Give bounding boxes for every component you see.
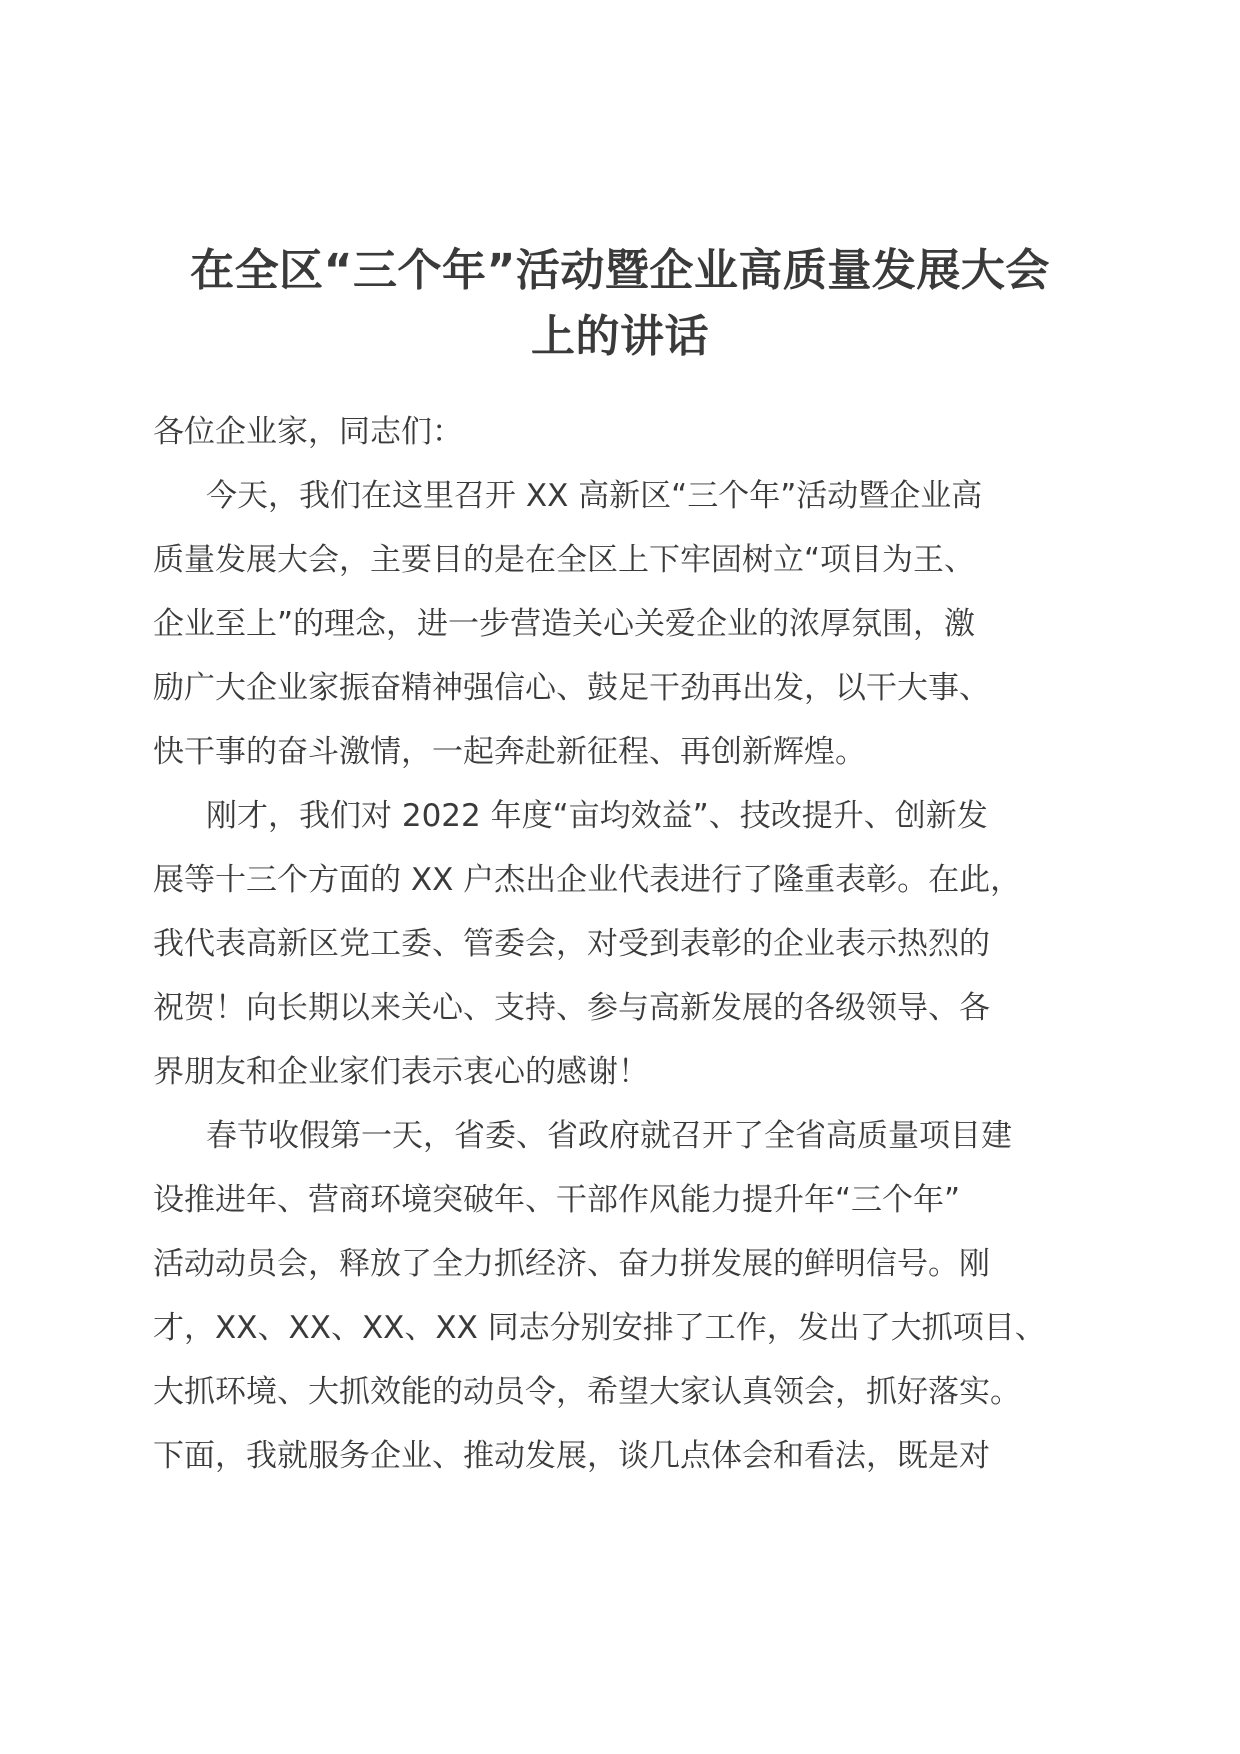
paragraph-2-line-4: 祝贺！向长期以来关心、支持、参与高新发展的各级领导、各 bbox=[153, 990, 990, 1026]
document-title bbox=[150, 238, 1090, 370]
paragraph-3-line-5: 大抓环境、大抓效能的动员令，希望大家认真领会，抓好落实。 bbox=[153, 1374, 1021, 1410]
paragraph-2-line-1: 刚才，我们对 2022 年度“亩均效益”、技改提升、创新发 bbox=[206, 798, 988, 834]
paragraph-3-line-2: 设推进年、营商环境突破年、干部作风能力提升年“三个年” bbox=[153, 1182, 961, 1218]
paragraph-3-line-6: 下面，我就服务企业、推动发展，谈几点体会和看法，既是对 bbox=[153, 1438, 990, 1474]
paragraph-2-line-3: 我代表高新区党工委、管委会，对受到表彰的企业表示热烈的 bbox=[153, 926, 990, 962]
paragraph-1-line-3: 企业至上”的理念，进一步营造关心关爱企业的浓厚氛围，激 bbox=[153, 606, 976, 642]
salutation: 各位企业家，同志们： bbox=[153, 414, 463, 450]
paragraph-1-line-2: 质量发展大会，主要目的是在全区上下牢固树立“项目为王、 bbox=[153, 542, 976, 578]
paragraph-1-line-1: 今天，我们在这里召开 XX 高新区“三个年”活动暨企业高 bbox=[206, 478, 983, 514]
title-line-1: 在全区“三个年”活动暨企业高质量发展大会 bbox=[190, 245, 1050, 296]
paragraph-2-line-5: 界朋友和企业家们表示衷心的感谢！ bbox=[153, 1054, 649, 1090]
paragraph-3-line-4: 才，XX、XX、XX、XX 同志分别安排了工作，发出了大抓项目、 bbox=[153, 1310, 1046, 1346]
paragraph-3-line-3: 活动动员会，释放了全力抓经济、奋力拼发展的鲜明信号。刚 bbox=[153, 1246, 990, 1282]
paragraph-1-line-4: 励广大企业家振奋精神强信心、鼓足干劲再出发，以干大事、 bbox=[153, 670, 990, 706]
paragraph-2-line-2: 展等十三个方面的 XX 户杰出企业代表进行了隆重表彰。在此， bbox=[153, 862, 1022, 898]
paragraph-1-line-5: 快干事的奋斗激情，一起奔赴新征程、再创新辉煌。 bbox=[153, 734, 866, 770]
paragraph-3-line-1: 春节收假第一天，省委、省政府就召开了全省高质量项目建 bbox=[206, 1118, 1012, 1154]
title-line-2: 上的讲话 bbox=[531, 311, 709, 362]
document-body bbox=[153, 400, 1103, 1488]
